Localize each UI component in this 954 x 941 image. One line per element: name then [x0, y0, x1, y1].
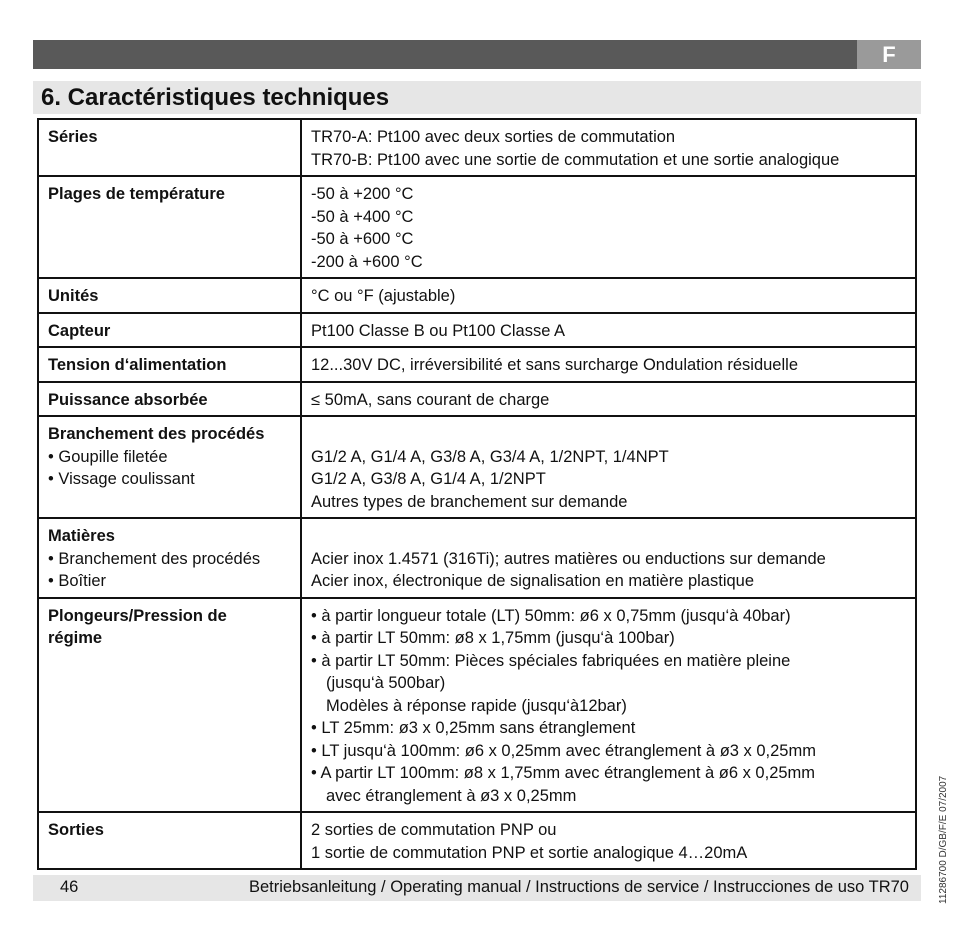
spec-row: [38, 176, 916, 278]
spec-value-line: • à partir longueur totale (LT) 50mm: ø6 x 0,75mm (jusqu‘à 40bar): [311, 606, 791, 625]
spec-key-cell: [38, 812, 301, 869]
spec-value-line: -50 à +200 °C: [311, 185, 414, 203]
spec-key-label: Séries: [48, 128, 98, 146]
spec-row: [38, 382, 916, 417]
spec-value-line: Pt100 Classe B ou Pt100 Classe A: [311, 321, 566, 340]
header-bar: [33, 40, 921, 69]
spec-value-cell: [301, 278, 916, 313]
spec-value-line: -200 à +600 °C: [311, 252, 423, 271]
spec-value-line: 1 sortie de commutation PNP et sortie analogique 4…20mA: [311, 843, 748, 862]
spec-value-line: avec étranglement à ø3 x 0,25mm: [326, 786, 577, 805]
spec-key-cell: [38, 176, 301, 278]
spec-value-line: • à partir LT 50mm: ø8 x 1,75mm (jusqu‘à 100bar): [311, 629, 675, 647]
spec-key-cell: [38, 278, 301, 313]
spec-key-cell: [38, 119, 301, 176]
spec-value-line: (jusqu‘à 500bar): [326, 674, 446, 692]
spec-value-line: G1/2 A, G3/8 A, G1/4 A, 1/2NPT: [311, 470, 546, 488]
spec-value-line: G1/2 A, G1/4 A, G3/8 A, G3/4 A, 1/2NPT, 1/4NPT: [311, 447, 669, 466]
spec-key-item: • Vissage coulissant: [48, 470, 195, 488]
spec-key-cell: [38, 518, 301, 598]
spec-value-cell: [301, 416, 916, 518]
spec-key-item: • Goupille filetée: [48, 447, 168, 466]
spec-value-line: • LT 25mm: ø3 x 0,25mm sans étranglement: [311, 719, 636, 737]
spec-value-line: 12...30V DC, irréversibilité et sans surcharge Ondulation résiduelle: [311, 356, 798, 374]
spec-key-label: Matières: [48, 527, 115, 545]
spec-key-label: Capteur: [48, 321, 111, 340]
spec-value-cell: [301, 347, 916, 382]
spec-value-line: Acier inox, électronique de signalisation en matière plastique: [311, 572, 755, 590]
spec-value-cell: [301, 598, 916, 813]
footer-bar: [33, 875, 921, 901]
spec-value-line: -50 à +400 °C: [311, 207, 414, 226]
spec-key-label: Tension d‘alimentation: [48, 356, 227, 374]
spec-value-line: °C ou °F (ajustable): [311, 287, 456, 305]
spec-row: [38, 347, 916, 382]
spec-key-item: • Branchement des procédés: [48, 549, 261, 568]
spec-key-cell: [38, 382, 301, 417]
spec-value-line: • LT jusqu‘à 100mm: ø6 x 0,25mm avec étranglement à ø3 x 0,25mm: [311, 741, 816, 760]
spec-value-line: [311, 525, 906, 548]
spec-key-cell: [38, 347, 301, 382]
spec-table: [37, 118, 917, 870]
spec-row: [38, 598, 916, 813]
spec-value-line: TR70-B: Pt100 avec une sortie de commutation et une sortie analogique: [311, 150, 840, 169]
spec-key-cell: [38, 598, 301, 813]
spec-key-label: Plages de température: [48, 185, 225, 203]
spec-value-cell: [301, 313, 916, 348]
spec-value-line: Modèles à réponse rapide (jusqu‘à12bar): [326, 696, 627, 715]
spec-row: [38, 119, 916, 176]
page-number: 46: [60, 878, 79, 896]
spec-row: [38, 812, 916, 869]
footer-text: Betriebsanleitung / Operating manual / Instructions de service / Instrucciones de uso TR70: [248, 878, 909, 896]
spec-value-line: ≤ 50mA, sans courant de charge: [311, 390, 550, 409]
spec-value-line: Acier inox 1.4571 (316Ti); autres matières ou enductions sur demande: [311, 549, 826, 568]
spec-key-label: Plongeurs/Pression de: [48, 606, 227, 625]
spec-row: [38, 416, 916, 518]
spec-value-line: • à partir LT 50mm: Pièces spéciales fabriquées en matière pleine: [311, 651, 791, 670]
spec-row: [38, 518, 916, 598]
spec-value-cell: [301, 382, 916, 417]
spec-key-cell: [38, 416, 301, 518]
spec-value-line: [311, 423, 906, 446]
spec-key-label: Sorties: [48, 821, 104, 839]
spec-key-label: Branchement des procédés: [48, 425, 265, 443]
section-title: 6. Caractéristiques techniques: [41, 84, 390, 111]
section-title-bar: [33, 81, 921, 114]
spec-value-line: TR70-A: Pt100 avec deux sorties de commutation: [311, 128, 676, 146]
spec-key-label: Unités: [48, 287, 99, 305]
spec-value-line: Autres types de branchement sur demande: [311, 492, 628, 511]
language-tab: F: [857, 40, 921, 69]
spec-value-line: -50 à +600 °C: [311, 230, 414, 248]
spec-value-cell: [301, 518, 916, 598]
spec-value-line: 2 sorties de commutation PNP ou: [311, 821, 557, 839]
document-code: 11286700 D/GB/F/E 07/2007: [938, 775, 949, 904]
spec-value-cell: [301, 176, 916, 278]
spec-row: [38, 278, 916, 313]
spec-key-item: • Boîtier: [48, 572, 107, 590]
spec-value-line: • A partir LT 100mm: ø8 x 1,75mm avec étranglement à ø6 x 0,25mm: [311, 764, 816, 782]
spec-key-cell: [38, 313, 301, 348]
spec-value-cell: [301, 812, 916, 869]
spec-value-cell: [301, 119, 916, 176]
spec-row: [38, 313, 916, 348]
spec-key-label: régime: [48, 629, 103, 647]
spec-key-label: Puissance absorbée: [48, 390, 208, 409]
